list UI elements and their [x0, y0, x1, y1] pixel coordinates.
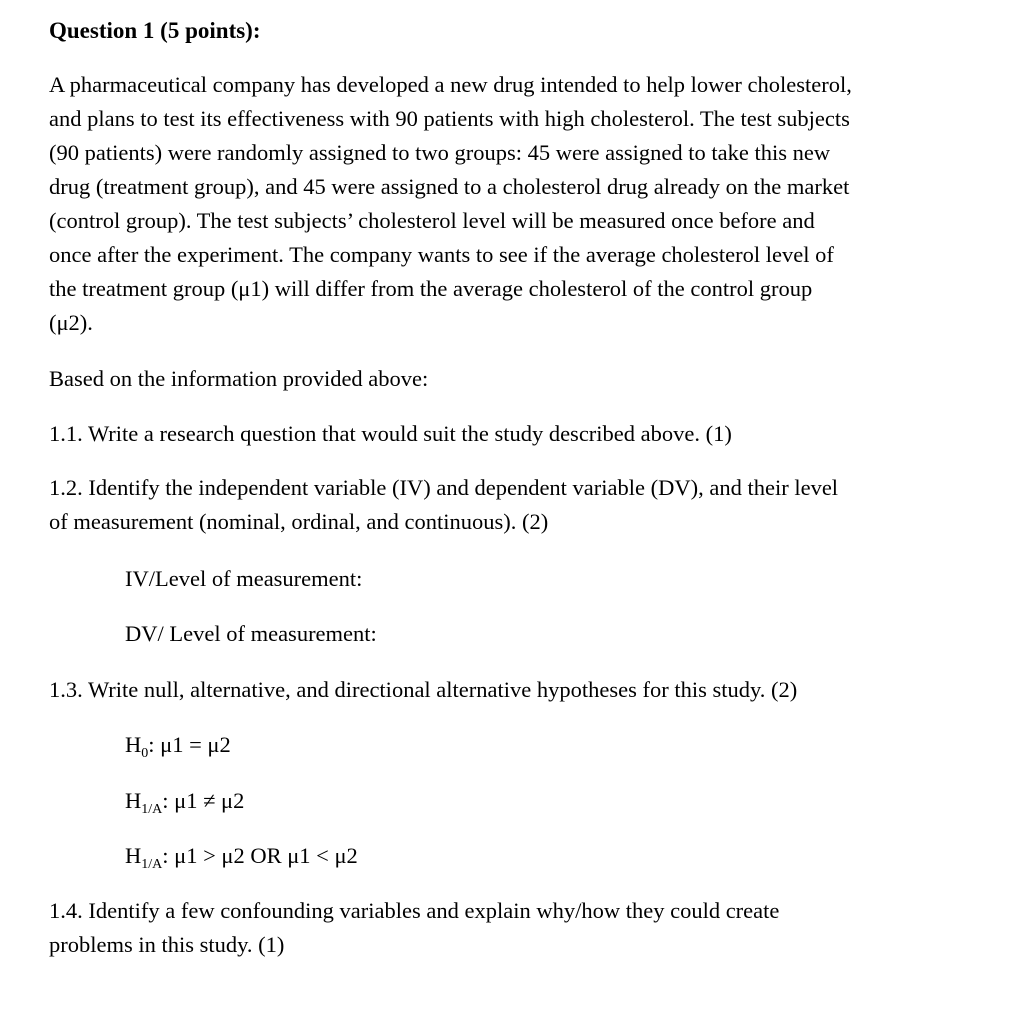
- subquestion-1-3: 1.3. Write null, alternative, and directional alternative hypotheses for this study. (2): [49, 677, 798, 702]
- subquestion-1-2-line: of measurement (nominal, ordinal, and continuous). (2): [49, 509, 549, 534]
- scenario-line: drug (treatment group), and 45 were assigned to a cholesterol drug already on the market: [49, 174, 850, 199]
- scenario-paragraph: [49, 68, 979, 340]
- null-hypothesis: [125, 730, 231, 760]
- subquestion-1-2-line: 1.2. Identify the independent variable (IV) and dependent variable (DV), and their level: [49, 475, 839, 500]
- scenario-line: once after the experiment. The company wants to see if the average cholesterol level of: [49, 242, 834, 267]
- scenario-line: (μ2).: [49, 310, 93, 335]
- directional-hypothesis: [125, 841, 358, 871]
- subquestion-1-4: [49, 894, 779, 962]
- scenario-line: the treatment group (μ1) will differ from the average cholesterol of the control group: [49, 276, 813, 301]
- iv-label: IV/Level of measurement:: [125, 566, 363, 591]
- question-title: Question 1 (5 points):: [49, 18, 261, 43]
- scenario-line: and plans to test its effectiveness with 90 patients with high cholesterol. The test subjects: [49, 106, 850, 131]
- hypothesis-symbol: H: [125, 843, 142, 868]
- scenario-line: (90 patients) were randomly assigned to two groups: 45 were assigned to take this new: [49, 140, 831, 165]
- hypothesis-expression: : μ1 ≠ μ2: [162, 788, 245, 813]
- alternative-hypothesis: [125, 786, 244, 816]
- scenario-line: (control group). The test subjects’ cholesterol level will be measured once before and: [49, 208, 815, 233]
- subquestion-1-1: 1.1. Write a research question that would suit the study described above. (1): [49, 421, 732, 446]
- dv-label: DV/ Level of measurement:: [125, 621, 377, 646]
- hypothesis-subscript: 1/A: [141, 802, 163, 817]
- hypothesis-expression: : μ1 > μ2 OR μ1 < μ2: [162, 843, 358, 868]
- subquestion-1-4-line: 1.4. Identify a few confounding variables and explain why/how they could create: [49, 898, 780, 923]
- subquestion-1-2: [49, 471, 838, 539]
- scenario-line: A pharmaceutical company has developed a new drug intended to help lower cholesterol,: [49, 72, 852, 97]
- hypothesis-expression: : μ1 = μ2: [148, 732, 231, 757]
- hypothesis-symbol: H: [125, 732, 142, 757]
- hypothesis-symbol: H: [125, 788, 142, 813]
- based-on-text: Based on the information provided above:: [49, 366, 429, 391]
- hypothesis-subscript: 1/A: [141, 857, 163, 872]
- hypothesis-subscript: 0: [141, 746, 149, 761]
- subquestion-1-4-line: problems in this study. (1): [49, 932, 285, 957]
